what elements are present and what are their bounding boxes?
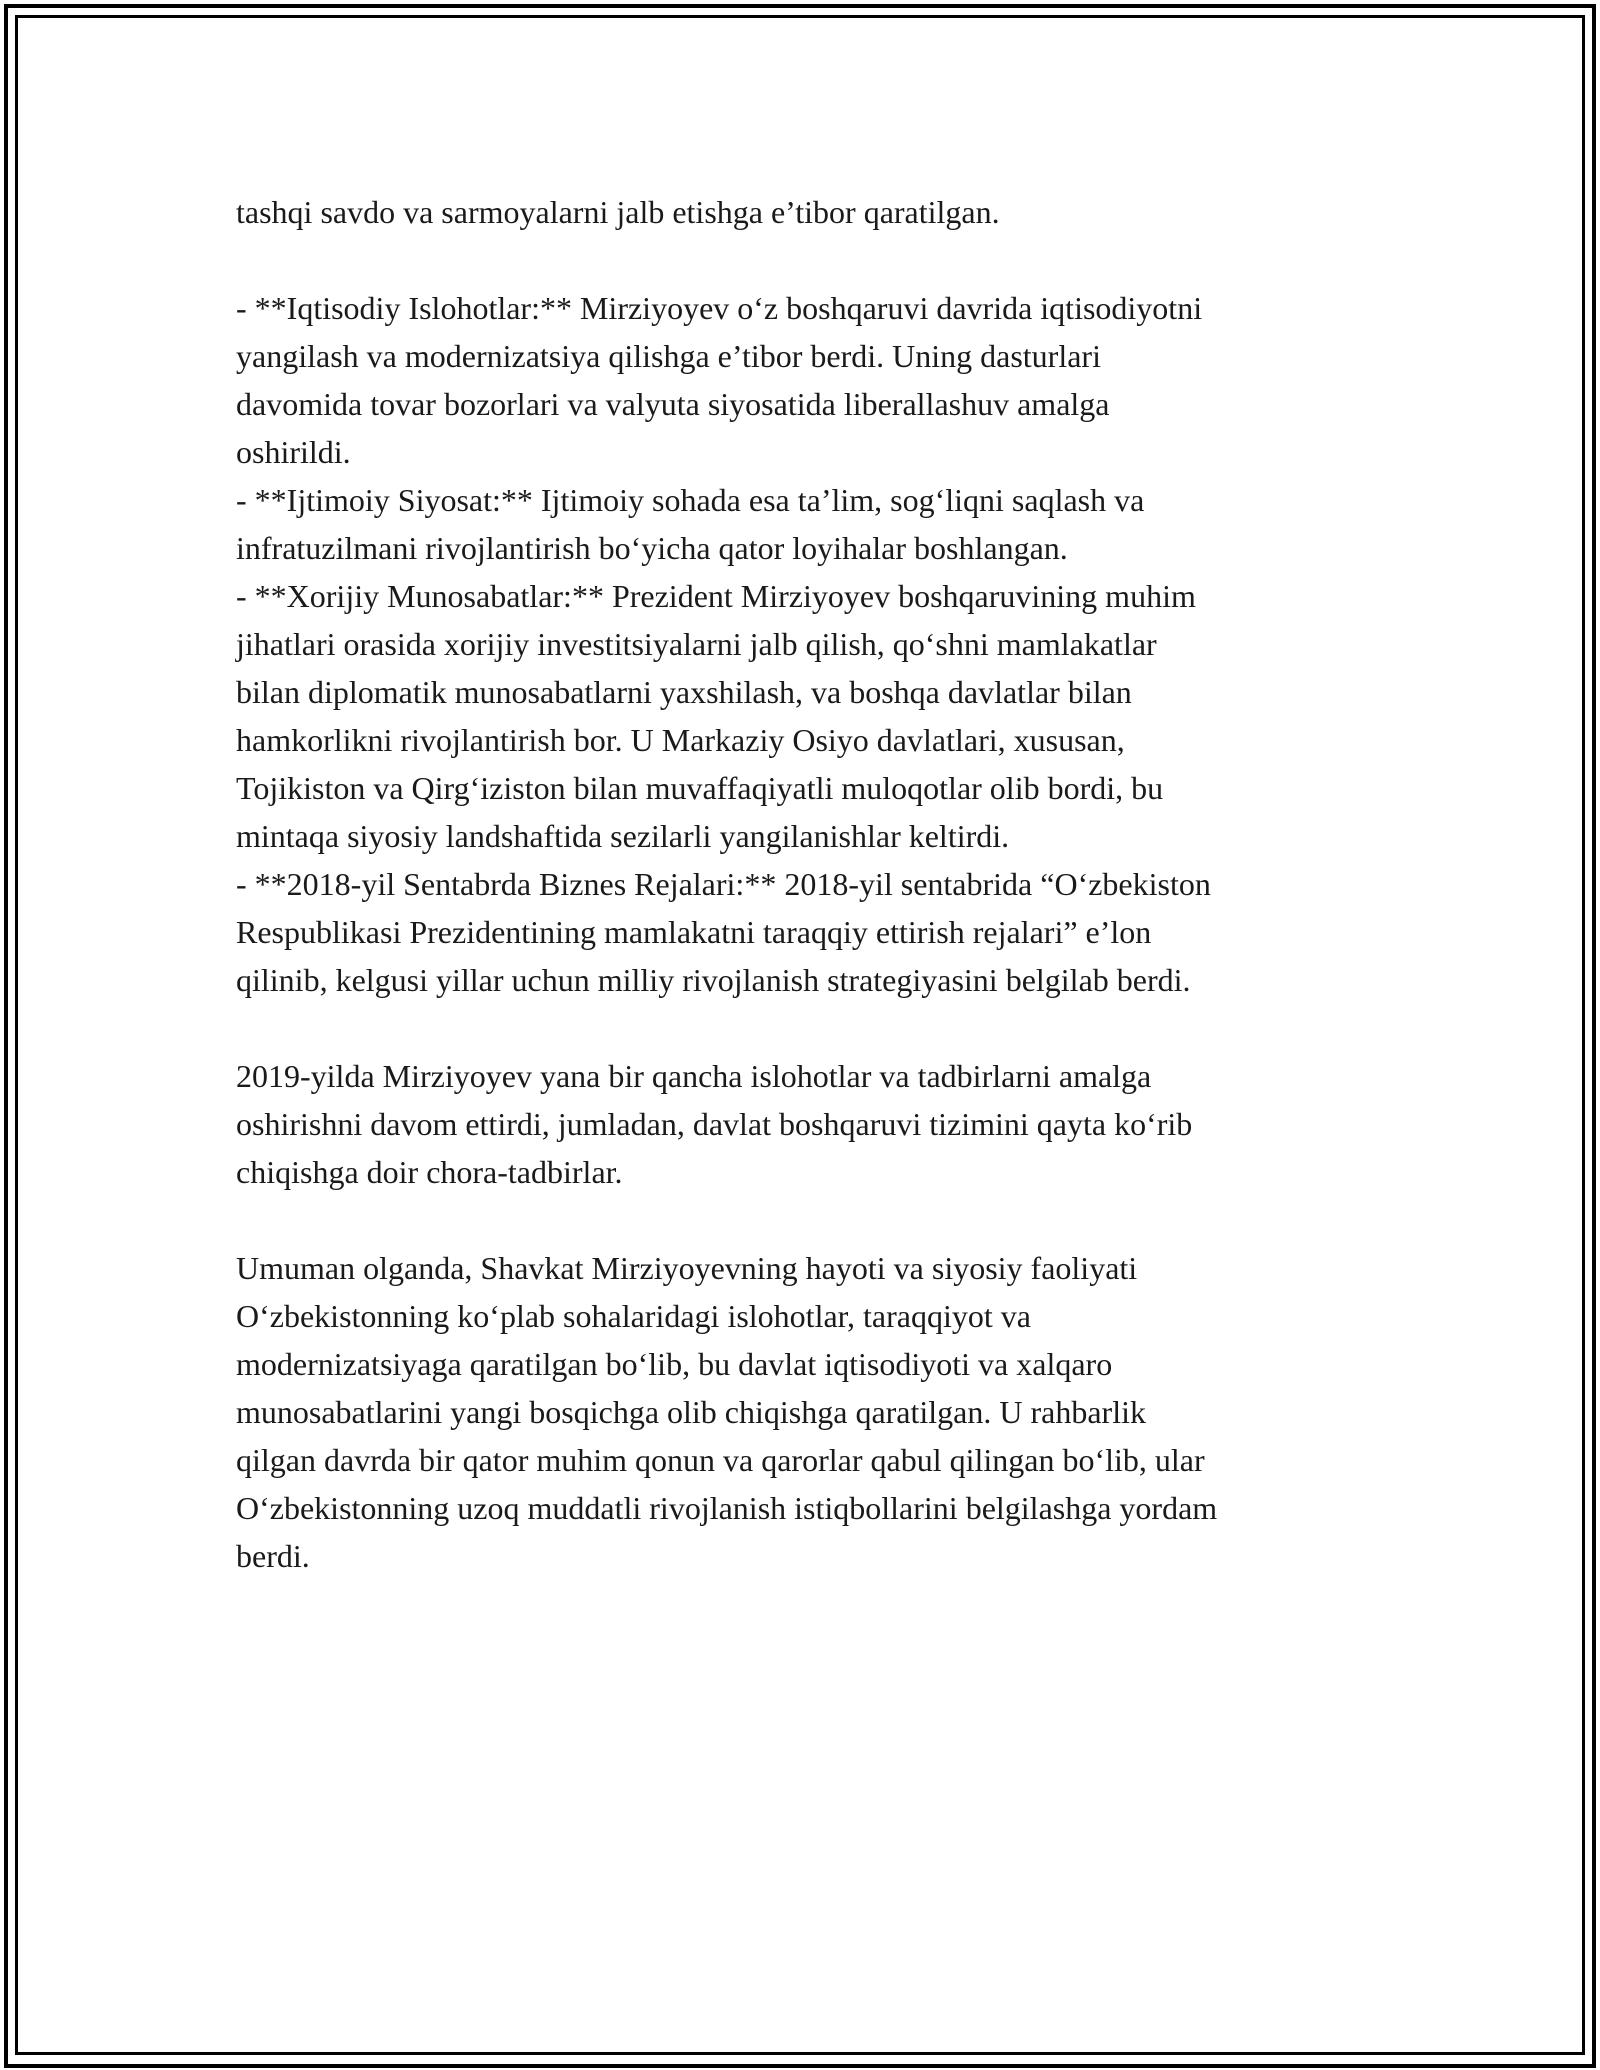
text-line: munosabatlarini yangi bosqichga olib chiqishga qaratilgan. U rahbarlik [236, 1394, 1146, 1430]
list-item-social-policy: - **Ijtimoiy Siyosat:** Ijtimoiy sohada esa ta’lim, sog‘liqni saqlash va [236, 482, 1145, 518]
text-line: infratuzilmani rivojlantirish bo‘yicha qator loyihalar boshlangan. [236, 530, 1068, 566]
text-line: oshirildi. [236, 434, 351, 470]
text-line: yangilash va modernizatsiya qilishga e’tibor berdi. Uning dasturlari [236, 338, 1101, 374]
text-line: O‘zbekistonning uzoq muddatli rivojlanish istiqbollarini belgilashga yordam [236, 1490, 1218, 1526]
text-line: modernizatsiyaga qaratilgan bo‘lib, bu davlat iqtisodiyoti va xalqaro [236, 1346, 1113, 1382]
text-line: tashqi savdo va sarmoyalarni jalb etishga e’tibor qaratilgan. [236, 194, 1000, 230]
paragraph-conclusion [236, 1244, 1376, 1580]
paragraph-intro [236, 188, 1376, 236]
text-line: davomida tovar bozorlari va valyuta siyosatida liberallashuv amalga [236, 386, 1110, 422]
text-line: qilgan davrda bir qator muhim qonun va qarorlar qabul qilingan bo‘lib, ular [236, 1442, 1205, 1478]
paragraph-policy-list [236, 284, 1376, 1004]
text-line: oshirishni davom ettirdi, jumladan, davlat boshqaruvi tizimini qayta ko‘rib [236, 1106, 1193, 1142]
text-line: Respublikasi Prezidentining mamlakatni taraqqiy ettirish rejalari” e’lon [236, 914, 1152, 950]
text-line: chiqishga doir chora-tadbirlar. [236, 1154, 623, 1190]
text-line: bilan diplomatik munosabatlarni yaxshilash, va boshqa davlatlar bilan [236, 674, 1132, 710]
list-item-economic-reforms: - **Iqtisodiy Islohotlar:** Mirziyoyev o‘z boshqaruvi davrida iqtisodiyotni [236, 290, 1203, 326]
text-line: Tojikiston va Qirg‘iziston bilan muvaffaqiyatli muloqotlar olib bordi, bu [236, 770, 1164, 806]
text-line: berdi. [236, 1538, 310, 1574]
document-body [236, 188, 1376, 1580]
text-line: 2019-yilda Mirziyoyev yana bir qancha islohotlar va tadbirlarni amalga [236, 1058, 1152, 1094]
paragraph-gap [236, 236, 1376, 284]
paragraph-2019-reforms [236, 1052, 1376, 1196]
paragraph-gap [236, 1196, 1376, 1244]
text-line: qilinib, kelgusi yillar uchun milliy rivojlanish strategiyasini belgilab berdi. [236, 962, 1191, 998]
text-line: mintaqa siyosiy landshaftida sezilarli yangilanishlar keltirdi. [236, 818, 1010, 854]
text-line: O‘zbekistonning ko‘plab sohalaridagi islohotlar, taraqqiyot va [236, 1298, 1031, 1334]
text-line: Umuman olganda, Shavkat Mirziyoyevning hayoti va siyosiy faoliyati [236, 1250, 1138, 1286]
paragraph-gap [236, 1004, 1376, 1052]
list-item-business-plans-2018: - **2018-yil Sentabrda Biznes Rejalari:** 2018-yil sentabrida “O‘zbekiston [236, 866, 1211, 902]
list-item-foreign-relations: - **Xorijiy Munosabatlar:** Prezident Mirziyoyev boshqaruvining muhim [236, 578, 1196, 614]
text-line: hamkorlikni rivojlantirish bor. U Markaziy Osiyo davlatlari, xususan, [236, 722, 1125, 758]
text-line: jihatlari orasida xorijiy investitsiyalarni jalb qilish, qo‘shni mamlakatlar [236, 626, 1157, 662]
